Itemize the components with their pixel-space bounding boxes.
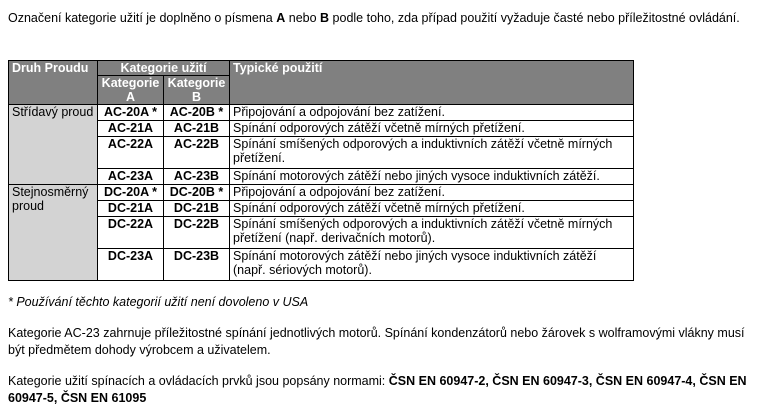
footnote: * Používání těchto kategorií užití není dovoleno v USA (8, 295, 309, 309)
current-type-dc: Stejnosměrný proud (9, 185, 98, 281)
typical-use-text: Připojování a odpojování bez zatížení. (230, 105, 634, 121)
table-row (9, 105, 634, 121)
category-b-code: AC-20B * (164, 105, 230, 121)
header-category-a: Kategorie A (98, 76, 164, 105)
category-a-code: DC-20A * (98, 185, 164, 201)
intro-text-2: nebo (285, 11, 321, 25)
category-a-code: DC-23A (98, 249, 164, 281)
category-table (8, 60, 634, 281)
header-category: Kategorie užití (98, 61, 230, 76)
table-row (9, 185, 634, 201)
intro-text-1: Označení kategorie užití je doplněno o písmena (8, 11, 277, 25)
category-b-code: DC-23B (164, 249, 230, 281)
category-a-code: AC-21A (98, 121, 164, 137)
header-current-type: Druh Proudu (9, 61, 98, 105)
table-row (9, 249, 634, 281)
category-a-code: DC-22A (98, 217, 164, 249)
typical-use-text: Připojování a odpojování bez zatížení. (230, 185, 634, 201)
table-header-row (9, 61, 634, 76)
header-category-b: Kategorie B (164, 76, 230, 105)
intro-paragraph (8, 10, 760, 27)
category-b-code: DC-21B (164, 201, 230, 217)
table-row (9, 201, 634, 217)
intro-text-3: podle toho, zda případ použití vyžaduje časté nebo příležitostné ovládání. (329, 11, 740, 25)
category-a-code: AC-20A * (98, 105, 164, 121)
intro-letter-a: A (276, 11, 286, 25)
category-b-code: DC-20B * (164, 185, 230, 201)
typical-use-text: Spínání smíšených odporových a induktivních zátěží včetně mírných přetížení. (230, 137, 634, 169)
typical-use-text: Spínání motorových zátěží nebo jiných vysoce induktivních zátěží (např. sériových motorů). (230, 249, 634, 281)
typical-use-text: Spínání odporových zátěží včetně mírných přetížení. (230, 201, 634, 217)
current-type-ac: Střídavý proud (9, 105, 98, 185)
table-row (9, 137, 634, 169)
category-b-code: AC-23B (164, 169, 230, 185)
standards-list: ČSN EN 60947-2, ČSN EN 60947-3, ČSN EN 60947-4, ČSN EN 60947-5, ČSN EN 61095 (8, 374, 747, 405)
table-row (9, 121, 634, 137)
typical-use-text: Spínání motorových zátěží nebo jiných vysoce induktivních zátěží. (230, 169, 634, 185)
header-typical-use: Typické použití (230, 61, 634, 105)
category-b-code: DC-22B (164, 217, 230, 249)
paragraph-ac23: Kategorie AC-23 zahrnuje příležitostné spínání jednotlivých motorů. Spínání kondenzátorů nebo žárovek s wolframovými vlákny musí být předmětem dohody výrobcem a uživatelem. (8, 326, 745, 357)
category-a-code: AC-22A (98, 137, 164, 169)
standards-intro-text: Kategorie užití spínacích a ovládacích prvků jsou popsány normami: (8, 374, 389, 388)
table-row (9, 217, 634, 249)
table-row (9, 169, 634, 185)
paragraph-standards (8, 373, 768, 407)
typical-use-text: Spínání odporových zátěží včetně mírných přetížení. (230, 121, 634, 137)
intro-letter-b: B (320, 11, 330, 25)
category-b-code: AC-21B (164, 121, 230, 137)
category-a-code: AC-23A (98, 169, 164, 185)
category-a-code: DC-21A (98, 201, 164, 217)
typical-use-text: Spínání smíšených odporových a induktivních zátěží včetně mírných přetížení (např. derivačních motorů). (230, 217, 634, 249)
category-b-code: AC-22B (164, 137, 230, 169)
